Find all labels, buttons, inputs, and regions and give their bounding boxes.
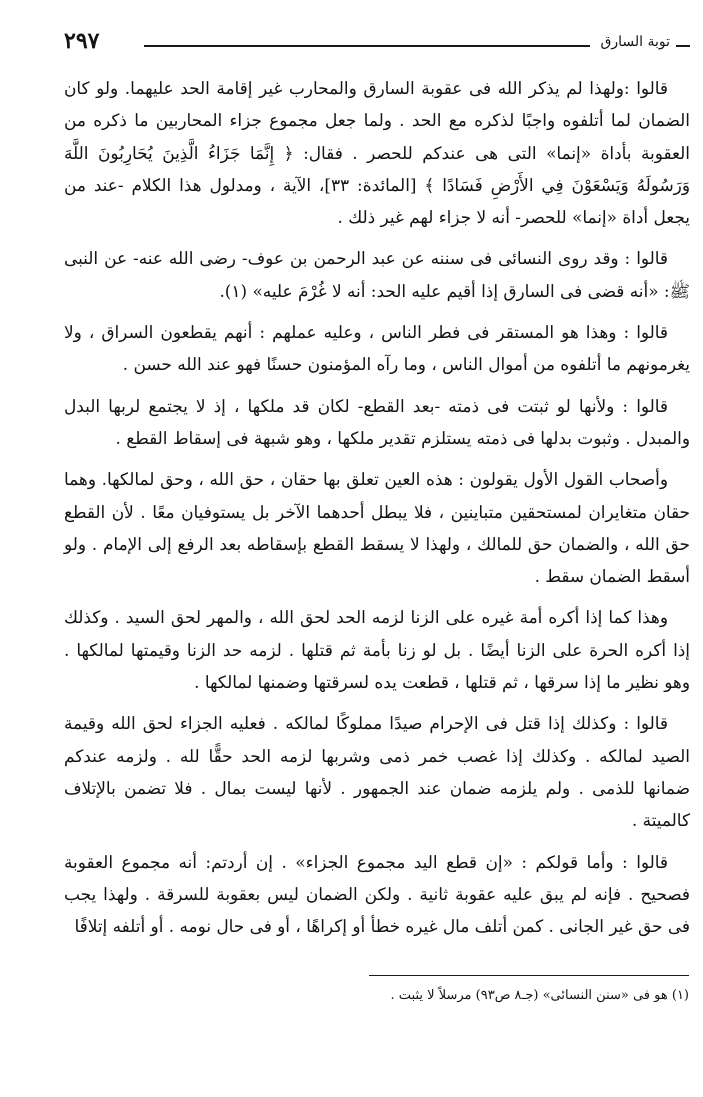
- paragraph-4: قالوا : ولأنها لو ثبتت فى ذمته -بعد القطع- لكان قد ملكها ، إذ لا يجتمع لربها البدل والمبدل . وثبوت بدلها فى ذمته يستلزم تقدير ملكها ، وهو شبهة فى إسقاط القطع .: [64, 395, 690, 448]
- paragraph-1: قالوا :ولهذا لم يذكر الله فى عقوبة السارق والمحارب غير إقامة الحد عليهما. ولو كان الضمان لما أتلفوه واجبًا لذكره مع الحد . ولما جعل مجموع جزاء المحاربين ما ذكره من العقوبة بأداة «إنما» التى هى عندكم للحصر . فقال: ﴿ إِنَّمَا جَزَاءُ الَّذِينَ يُحَارِبُونَ اللَّهَ وَرَسُولَهُ وَيَسْعَوْنَ فِي الأَرْضِ فَسَادًا ﴾ [المائدة: ٣٣]، الآية ، ومدلول هذا الكلام -عند من يجعل أداة «إنما» للحصر- أنه لا جزاء لهم غير ذلك .: [64, 78, 690, 228]
- page-header: [64, 24, 690, 64]
- paragraph-5: وأصحاب القول الأول يقولون : هذه العين تعلق بها حقان ، حق الله ، وحق لمالكها. وهما حقان متغايران لمستحقين متباينين ، فلا يبطل أحدهما الآخر بل يستوفيان معًا . لأن القطع حق الله ، والضمان حق للمالك ، ولهذا لا يسقط القطع بإسقاطه بعد الرفع إلى الإمام . ولو أسقط الضمان سقط .: [64, 469, 690, 587]
- paragraph-7: قالوا : وكذلك إذا قتل فى الإحرام صيدًا مملوكًا لمالكه . فعليه الجزاء لحق الله وقيمة الصيد لمالكه . وكذلك إذا غصب خمر ذمى وشربها لزمه الحد حقًّا لله . ولزمه عندكم ضمانها للذمى . ولم يلزمه ضمان عند الجمهور . لأنها ليست بمال . فلا تضمن بالإتلاف كالميتة .: [64, 713, 690, 831]
- paragraph-8: قالوا : وأما قولكم : «إن قطع اليد مجموع الجزاء» . إن أردتم: أنه مجموع العقوبة فصحيح . فإنه لم يبق عليه عقوبة ثانية . ولكن الضمان ليس بعقوبة للسرقة . ولهذا يجب فى حق غير الجانى . كمن أتلف مال غيره خطأ أو إكراهًا ، أو فى حال نومه . أو أتلفه إتلافًا: [64, 851, 690, 937]
- footnote-rule: [369, 975, 689, 976]
- book-page: [64, 24, 690, 1084]
- paragraph-6: وهذا كما إذا أكره أمة غيره على الزنا لزمه الحد لحق الله ، والمهر لحق السيد . وكذلك إذا أكره الحرة على الزنا أيضًا . بل لو زنا بأمة ثم قتلها . لزمه حد الزنا وقيمتها لمالكها . وهو نظير ما إذا سرقها ، ثم قتلها ، قطعت يده لسرقتها وضمنها لمالكها .: [64, 607, 690, 693]
- page-number: ٢٩٧: [64, 28, 100, 54]
- footnote: (١) هو فى «سنن النسائى» (جـ٨ ص٩٣) مرسلاً لا يثبت .: [390, 988, 689, 1003]
- paragraph-3: قالوا : وهذا هو المستقر فى فطر الناس ، وعليه عملهم : أنهم يقطعون السراق ، ولا يغرمونهم ما أتلفوه من أموال الناس ، وما رآه المؤمنون حسنًا فهو عند الله حسن .: [64, 322, 690, 375]
- main-text: [64, 72, 690, 951]
- paragraph-2: قالوا : وقد روى النسائى فى سننه عن عبد الرحمن بن عوف- رضى الله عنه- عن النبى ﷺ: «أنه قضى فى السارق إذا أقيم عليه الحد: أنه لا غُرْمَ عليه» (١).: [64, 248, 690, 301]
- running-title: توبة السارق: [600, 34, 670, 50]
- header-rule: [144, 45, 590, 47]
- header-dash: [676, 45, 690, 47]
